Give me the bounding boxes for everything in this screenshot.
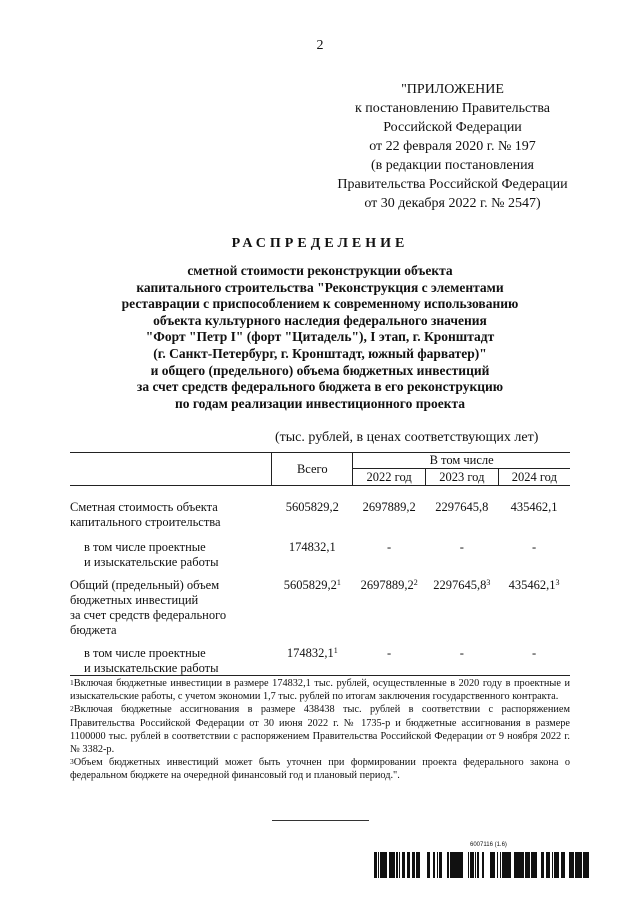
footnote (70, 703, 570, 756)
cell-2024: - (532, 539, 537, 554)
document-title: РАСПРЕДЕЛЕНИЕ (231, 236, 409, 251)
footnote-text: Объем бюджетных инвестиций может быть уточнен при формировании проекта федерального закона о федеральном бюджете на очередной финансовый год и плановый период.". (70, 757, 570, 782)
appendix-line: Российской Федерации (383, 120, 522, 135)
table-header-row (70, 453, 570, 469)
end-separator (272, 820, 369, 821)
subtitle-line: за счет средств федерального бюджета в его реконструкцию (136, 379, 504, 395)
footnote-mark: 1 (70, 678, 74, 687)
subtitle-line: сметной стоимости реконструкции объекта (187, 263, 453, 278)
cell-2022: - (387, 539, 392, 554)
cell-2022: - (387, 645, 392, 660)
footnote (70, 756, 570, 782)
cell-total: 174832,1$^1$ (286, 645, 338, 660)
document-subtitle (60, 263, 580, 412)
cell-2022: 2697889,2$^2$ (360, 577, 418, 592)
distribution-table (70, 452, 570, 682)
appendix-line: (в редакции постановления (370, 158, 535, 173)
row-label-line: и изыскательские работы (84, 554, 219, 569)
table-row (70, 500, 570, 540)
header-label-cell (70, 453, 272, 486)
footnote-mark: 3 (70, 757, 74, 767)
table-row (70, 540, 570, 578)
row-label (70, 578, 272, 646)
subtitle-line: объекта культурного наследия федерального значения (153, 312, 487, 328)
row-label-line: капитального строительства (70, 514, 221, 529)
row-label-line: бюджетных инвестиций (70, 592, 199, 607)
row-label-line: Общий (предельный) объем (70, 577, 220, 592)
subtitle-line: "Форт "Петр I" (форт "Цитадель"), I этап, г. Кронштадт (145, 329, 495, 345)
appendix-line: от 22 февраля 2020 г. № 197 (369, 139, 536, 154)
cell-2024: 435462,1 (510, 499, 558, 514)
cell-2023: 2297645,8$^3$ (433, 577, 491, 592)
footnote-separator (70, 675, 570, 676)
appendix-line: от 30 декабря 2022 г. № 2547) (364, 196, 541, 211)
subtitle-line: (г. Санкт-Петербург, г. Кронштадт, южный фарватер)" (153, 345, 487, 361)
subtitle-line: капитального строительства "Реконструкция с элементами (136, 279, 504, 295)
cell-total: 5605829,2$^1$ (283, 577, 341, 592)
header-total: Всего (272, 453, 353, 486)
cell-2023: 2297645,8 (435, 499, 489, 514)
table-row (70, 578, 570, 646)
row-label-line: в том числе проектные (84, 539, 206, 554)
row-label (70, 500, 272, 540)
appendix-line: к постановлению Правительства (354, 101, 551, 116)
appendix-line: Правительства Российской Федерации (337, 177, 568, 192)
cell-2022: 2697889,2 (362, 499, 416, 514)
row-label-line: за счет средств федерального (70, 607, 227, 622)
row-label-line: в том числе проектные (84, 645, 206, 660)
footnote-text: Включая бюджетные ассигнования в размере 438438 тыс. рублей в соответствии с распоряжением Правительства Российской Федерации от 30 июня 2022 г. № 1735-р и бюджетные ассигнования в размере 1100000 тыс. рублей в соответствии с распоряжением Правительства Российской Федерации от 9 ноября 2022 г. № 3382-р. (70, 704, 570, 756)
subtitle-line: реставрации с приспособлением к современному использованию (121, 296, 519, 312)
subtitle-line: по годам реализации инвестиционного проекта (174, 395, 466, 411)
barcode-number: 6007116 (1.6) (470, 842, 507, 848)
barcode-icon (374, 852, 594, 878)
row-label-line: бюджета (70, 622, 117, 637)
cell-total: 174832,1 (288, 539, 336, 554)
cell-2023: - (459, 645, 464, 660)
appendix-line: "ПРИЛОЖЕНИЕ (401, 82, 504, 97)
footnote-mark: 2 (70, 704, 74, 714)
header-year-2022: 2022 год (353, 469, 426, 486)
footnotes (70, 677, 570, 783)
cell-2024: 435462,1$^3$ (508, 577, 560, 592)
header-year-2023: 2023 год (425, 469, 498, 486)
cell-total: 5605829,2 (285, 499, 339, 514)
header-group: В том числе (353, 453, 570, 469)
row-label-line: Сметная стоимость объекта (70, 499, 218, 514)
row-label-line: и изыскательские работы (84, 660, 219, 675)
cell-2023: - (459, 539, 464, 554)
row-label (70, 540, 272, 578)
cell-2024: - (532, 645, 537, 660)
page-number: 2 (316, 38, 324, 53)
units-note: (тыс. рублей, в ценах соответствующих лет) (275, 430, 539, 445)
footnote (70, 677, 570, 703)
header-year-2024: 2024 год (498, 469, 570, 486)
appendix-header (330, 80, 575, 213)
subtitle-line: и общего (предельного) объема бюджетных инвестиций (150, 362, 490, 378)
footnote-text: Включая бюджетные инвестиции в размере 174832,1 тыс. рублей, осуществленные в 2020 году в проектные и изыскательские работы, с учетом экономии 1,7 тыс. рублей по итогам заключения государственного контракта. (70, 678, 570, 703)
